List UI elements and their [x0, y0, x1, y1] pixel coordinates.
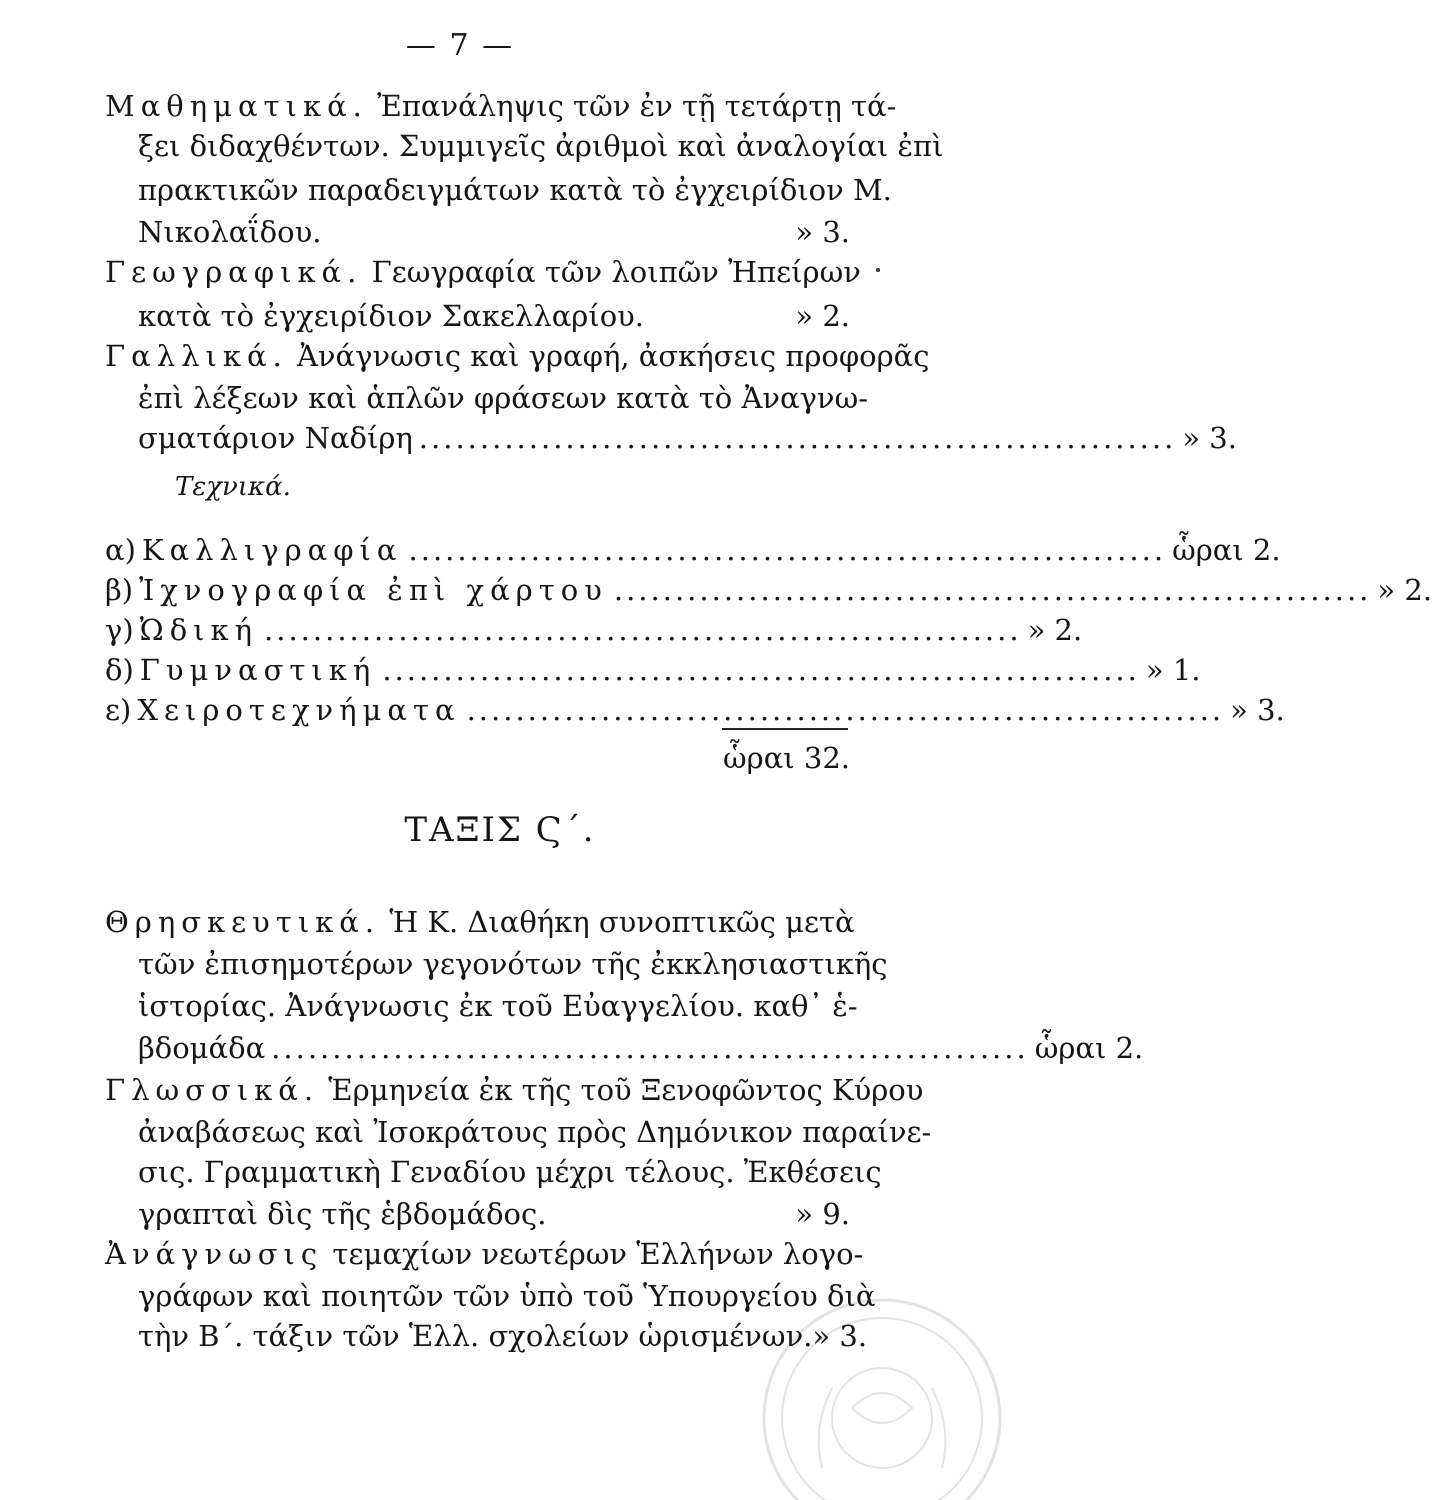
text-line [105, 86, 897, 126]
hours-value: ὧραι 2. [1034, 1031, 1144, 1065]
leader-dots: .............................................................. [271, 1031, 1029, 1065]
text-line [138, 1028, 1144, 1068]
text-line [105, 1070, 924, 1110]
text-line [138, 1152, 882, 1192]
line-text: τὴν Β΄. τάξιν τῶν Ἑλλ. σχολείων ὡρισμένων. [138, 1319, 813, 1353]
text-line [105, 902, 855, 942]
item-marker: β) [105, 573, 134, 607]
text-line [138, 126, 944, 166]
text-line [138, 378, 869, 418]
total-hours: ὧραι 32. [723, 741, 850, 775]
line-text: ἱστορίας. Ἀνάγνωσις ἐκ τοῦ Εὐαγγελίου. καθ᾽ ἑ- [138, 989, 858, 1023]
line-text: ἐπὶ λέξεων καὶ ἁπλῶν φράσεων κατὰ τὸ Ἀναγνω- [138, 381, 869, 415]
section-subheading: Τεχνικά. [175, 472, 291, 502]
line-text: ξει διδαχθέντων. Συμμιγεῖς ἀριθμοὶ καὶ ἀναλογίαι ἐπὶ [138, 129, 944, 163]
list-item [105, 570, 1432, 610]
leader-dots: .............................................................. [382, 653, 1140, 687]
leader-dots: .............................................................. [264, 613, 1022, 647]
item-name: Χειροτεχνήματα [137, 693, 461, 727]
line-text: Ἡ Κ. Διαθήκη συνοπτικῶς μετὰ [380, 905, 855, 939]
text-line [138, 1276, 876, 1316]
leader-dots: .............................................................. [408, 533, 1167, 567]
text-line [138, 1112, 932, 1152]
list-item [105, 650, 1201, 690]
text-line [138, 1316, 868, 1356]
text-line [105, 252, 861, 292]
text-line [138, 296, 850, 336]
text-line [138, 418, 1237, 458]
hours-value: » 3. [812, 1319, 868, 1353]
hours-value: » 3. [1182, 421, 1237, 455]
line-text: γράφων καὶ ποιητῶν τῶν ὑπὸ τοῦ Ὑπουργείου διὰ [138, 1279, 876, 1313]
line-text: πρακτικῶν παραδειγμάτων κατὰ τὸ ἐγχειρίδιον Μ. [138, 173, 892, 207]
ink-speck [876, 268, 880, 272]
text-line [105, 1234, 864, 1274]
library-stamp-icon [752, 1288, 1002, 1498]
text-line [138, 944, 888, 984]
text-line [138, 986, 858, 1026]
line-text: Ἐπανάληψις τῶν ἐν τῇ τετάρτῃ τά- [367, 89, 897, 123]
item-name: Γυμναστική [139, 653, 377, 687]
line-text: Γεωγραφία τῶν λοιπῶν Ἠπείρων [362, 255, 861, 289]
text-line [105, 336, 930, 376]
subject-heading: Θρησκευτικά. [105, 905, 381, 939]
hours-value: » 2. [795, 299, 850, 333]
list-item [105, 610, 1083, 650]
hours-value: » 1. [1145, 653, 1201, 687]
leader-dots: .............................................................. [613, 573, 1372, 607]
list-item [105, 530, 1281, 570]
text-line [138, 170, 892, 210]
line-text: βδομάδα [138, 1031, 266, 1065]
leader-dots: .............................................................. [466, 693, 1225, 727]
item-marker: γ) [105, 613, 134, 647]
item-name: Καλλιγραφία [141, 533, 403, 567]
item-marker: α) [105, 533, 136, 567]
line-text: κατὰ τὸ ἐγχειρίδιον Σακελλαρίου. [138, 299, 644, 333]
line-text: σματάριον Ναδίρη [138, 421, 413, 455]
hours-value: ὧραι 2. [1172, 533, 1281, 567]
line-text: ἀναβάσεως καὶ Ἰσοκράτους πρὸς Δημόνικον παραίνε- [138, 1115, 932, 1149]
line-text: σις. Γραμματικὴ Γεναδίου μέχρι τέλους. Ἐκθέσεις [138, 1155, 882, 1189]
line-text: γραπταὶ δὶς τῆς ἑβδομάδος. [138, 1197, 547, 1231]
line-text: τεμαχίων νεωτέρων Ἑλλήνων λογο- [323, 1237, 864, 1271]
hours-value: » 3. [1230, 693, 1285, 727]
subject-heading: Γλωσσικά. [105, 1073, 320, 1107]
subject-heading: Γαλλικά. [105, 339, 288, 373]
item-marker: ε) [105, 693, 132, 727]
leader-dots: .............................................................. [418, 421, 1177, 455]
item-name: Ὠδική [139, 613, 259, 647]
line-text: Ἀνάγνωσις καὶ γραφή, ἀσκήσεις προφορᾶς [287, 339, 930, 373]
hours-value: » 9. [795, 1197, 850, 1231]
text-line [138, 1194, 850, 1234]
total-rule [722, 728, 848, 730]
line-text: Νικολαΐδου. [138, 215, 322, 249]
hours-value: » 2. [1377, 573, 1432, 607]
subject-heading: Γεωγραφικά. [105, 255, 363, 289]
item-name: Ἰχνογραφία ἐπὶ χάρτου [139, 573, 608, 607]
line-text: Ἑρμηνεία ἐκ τῆς τοῦ Ξενοφῶντος Κύρου [319, 1073, 924, 1107]
line-text: τῶν ἐπισημοτέρων γεγονότων τῆς ἐκκλησιαστικῆς [138, 947, 888, 981]
hours-value: » 3. [795, 215, 850, 249]
subject-heading: Μαθηματικά. [105, 89, 368, 123]
class-heading: ΤΑΞΙΣ Ϛ΄. [404, 810, 596, 850]
item-marker: δ) [105, 653, 134, 687]
text-line [138, 212, 850, 252]
list-item [105, 690, 1285, 730]
page-number: — 7 — [405, 28, 515, 63]
hours-value: » 2. [1027, 613, 1083, 647]
subject-heading: Ἀνάγνωσις [105, 1237, 324, 1271]
